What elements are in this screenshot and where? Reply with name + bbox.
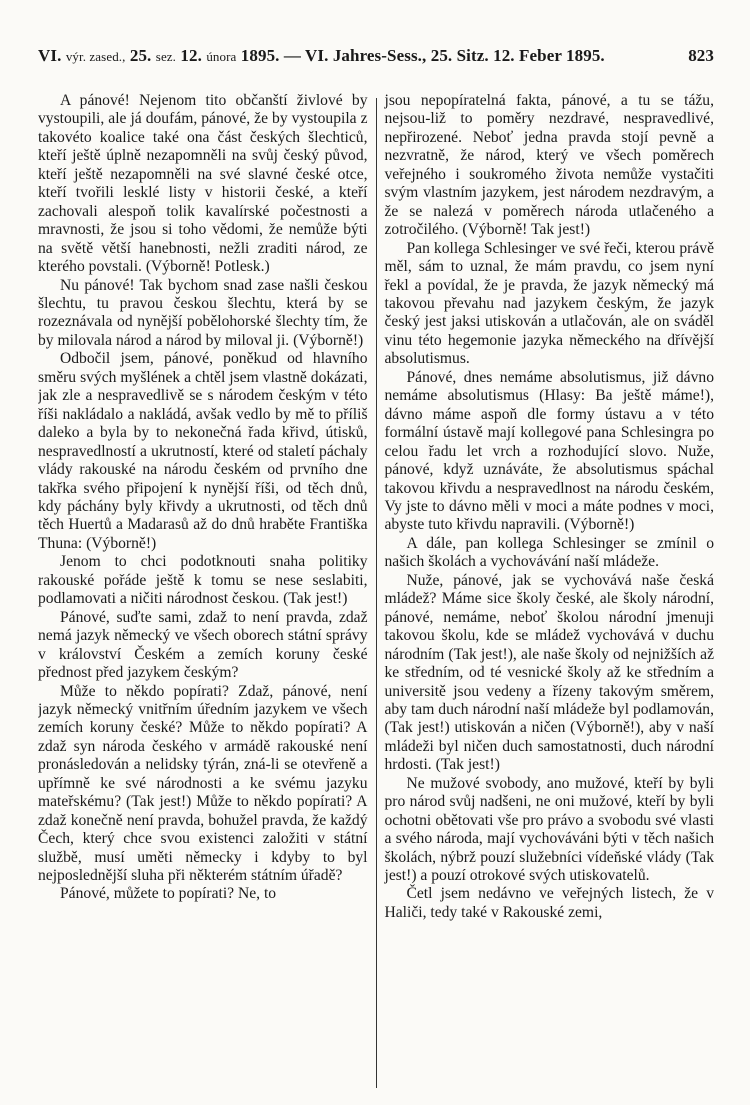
paragraph: Nu pánové! Tak bychom snad zase našli českou šlechtu, tu pravou českou šlechtu, která by se rozeznávala od nynější pobělohorské šlechty tím, že by milovala národ a národ by miloval ji. (Výborně!) bbox=[38, 276, 368, 349]
column-divider bbox=[376, 98, 377, 1088]
paragraph: A pánové! Nejenom tito občanští živlové by vystoupili, ale já doufám, pánové, že by vystoupila z takovéto koalice také ona část českých šlechticů, kteří ještě úplně nezapomněli na svůj český původ, kteří ještě nezapomněli na své slavné české otce, kteří tvořili lesklé listy v historii české, a kteří zachovali alespoň tolik kavalírské počestnosti a mravnosti, že jsou si toho vědomi, že nemůže býti na světě větší hanebnosti, nežli zraditi národ, ze kterého povstali. (Výborně! Potlesk.) bbox=[38, 92, 368, 276]
paragraph: Jenom to chci podotknouti snaha politiky rakouské pořáde ještě k tomu se nese seslabiti, podlamovati a ničiti národnost českou. (Tak jest!) bbox=[38, 553, 368, 608]
text-columns bbox=[38, 92, 714, 1092]
paragraph: jsou nepopíratelná fakta, pánové, a tu se tážu, nejsou-liž to poměry nezdravé, nespravedlivé, nepřirozené. Neboť jedna pravda stojí pevně a nezvratně, že národ, který ve všech poměrech veřejného i soukromého života nemůže vystačiti svým vlastním jazykem, jest národem nezdravým, a že se nalezá v poměrech národa utlačeného a zotročilého. (Výborně! Tak jest!) bbox=[384, 92, 714, 239]
left-column bbox=[38, 92, 368, 1092]
right-column bbox=[384, 92, 714, 1092]
header-session-type: výr. zased., bbox=[65, 49, 126, 64]
paragraph: Nuže, pánové, jak se vychovává naše česká mládež? Máme sice školy české, ale školy národní, pánové, nemáme, neboť školou národní jmenuji takovou školu, kde se mládež vychovává v duchu národním (Tak jest!), ale naše školy od nejnižších až ke středním, od té vesnické školy až ke středním a universitě jsou vedeny a řízeny takovým směrem, aby tam duch národní naší mládeže byl podlamován, (Tak jest!) utiskován a ničen (Výborně!), aby v naší mládeži byl ničen duch samostatnosti, duch národní hrdosti. (Tak jest!) bbox=[384, 571, 714, 774]
paragraph: Pánové, suďte sami, zdaž to není pravda, zdaž nemá jazyk německý ve všech oborech státní správy v království Českém a zemích koruny české přednost před jazykem českým? bbox=[38, 608, 368, 682]
header-sitting-abbrev: sez. bbox=[155, 49, 177, 64]
paragraph: Pánové, dnes nemáme absolutismus, již dávno nemáme absolutismus (Hlasy: Ba ještě máme!), dávno máme aspoň dle formy ústavu a v této formální ústavě mají kollegové pana Schlesingra po celou řadu let vrch a rozhodující slovo. Nuže, pánové, když uznáváte, že absolutismus spáchal takovou křivdu a nespravedlnost na národu českém, Vy jste to dávno měli v moci a máte podnes v moci, abyste tuto křivdu napravili. (Výborně!) bbox=[384, 368, 714, 534]
page-number: 823 bbox=[688, 46, 714, 65]
paragraph: Může to někdo popírati? Zdaž, pánové, není jazyk německý vnitřním úředním jazykem ve všech zemích koruny české? Může to někdo popírati? A zdaž syn národa českého v armádě rakouské není pronásledován a nelidsky týrán, zná-li se otevřeně a upřímně ke své národnosti a ke svému jazyku mateřskému? (Tak jest!) Může to někdo popírati? A zdaž konečně není pravda, bohužel pravda, že každý Čech, který chce svou existenci založiti v státní službě, musí uměti německy i kdyby to byl nejposlednější sluha při některém státním úřadě? bbox=[38, 682, 368, 885]
paragraph: Pan kollega Schlesinger ve své řeči, kterou právě měl, sám to uznal, že mám pravdu, co jsem nyní řekl a povídal, že je pravda, že jazyk německý má takovou převahu nad jazykem českým, že jazyk český jest jaksi utiskován a utlačován, ale on sváděl vinu této hegemonie jazyka německého na dřívější absolutismus. bbox=[384, 239, 714, 368]
paragraph: Pánové, můžete to popírati? Ne, to bbox=[60, 885, 277, 903]
paragraph: Ne mužové svobody, ano mužové, kteří by byli pro národ svůj nadšeni, ne oni mužové, kteří by byli ochotni obětovati vše pro právo a svobodu své vlasti a svého národa, mají vychováváni býti v těch našich školách, nýbrž pouzí služebníci vídeňské vlády (Tak jest!) a pouzí otrokové svých utiskovatelů. bbox=[384, 774, 714, 885]
paragraph: Odbočil jsem, pánové, poněkud od hlavního směru svých myšlének a chtěl jsem vlastně dokázati, jak zle a nespravedlivě se s národem českým v této říši nakládalo a nakládá, avšak vedlo by mě to příliš daleko a byla by to nekonečná řada křivd, útisků, nespravedlností a ukrutností, které od staletí páchaly vlády rakouské na národu českém od prvního dne takřka svého připojení k nynější říši, od těch dnů, kdy páchány byly křivdy a ukrutnosti, od těch dnů těch Huertů a Madarasů až do dnů hraběte Františka Thuna: (Výborně!) bbox=[38, 350, 368, 552]
header-day: 12. bbox=[180, 46, 202, 65]
header-german: VI. Jahres-Sess., 25. Sitz. 12. Feber 1895. bbox=[305, 46, 605, 65]
header-month: února bbox=[206, 49, 237, 64]
header-session: VI. bbox=[38, 46, 62, 65]
header-left bbox=[38, 46, 605, 66]
header-sitting-number: 25. bbox=[129, 46, 152, 65]
paragraph: Četl jsem nedávno ve veřejných listech, že v Haliči, tedy také v Rakouské zemi, bbox=[384, 885, 714, 921]
header-year: 1895. — bbox=[240, 46, 301, 65]
paragraph: A dále, pan kollega Schlesinger se zmínil o našich školách a vychovávání naší mládeže. bbox=[384, 534, 714, 571]
running-header bbox=[38, 46, 714, 66]
